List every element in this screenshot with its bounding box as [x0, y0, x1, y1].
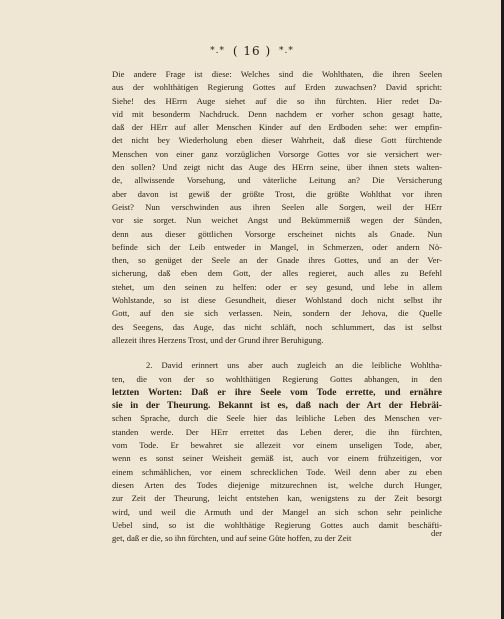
- page-number: ( 16 ): [232, 44, 272, 58]
- paragraph-1: [112, 68, 442, 347]
- text-line: allezeit ihres Herzens Trost, und der Grund ihrer Beruhigung.: [112, 334, 324, 345]
- text-line: sicherung, daß eben dem Gott, der alles regieret, auch alles zu Befehl: [112, 268, 442, 279]
- text-line: zur Zeit der Theurung, leicht entstehen kan, wenigstens zu der Zeit besorgt: [112, 493, 442, 504]
- text-line: den sollen? Und zeigt nicht das Auge des HErrn seine, über ihnen stets walten-: [112, 162, 442, 173]
- text-line: then, so genüget der Seele an der Gnade ihres Gottes, und an der Ver-: [112, 255, 442, 266]
- text-line: des Seegens, das Auge, das nicht schläft, noch schlummert, das ist selbst: [112, 321, 442, 332]
- page-header: [0, 44, 504, 58]
- text-line: det nicht bey Wiederholung eben dieser Wahrheit, daß diese Gott fürchtende: [112, 135, 442, 146]
- text-line: denn aus dieser göttlichen Vorsorge erscheinet nichts als Gnade. Nun: [112, 228, 442, 239]
- text-line: vom Tode. Er bewahret sie allezeit vor einem unseligen Tode, aber,: [112, 440, 442, 451]
- catchword: der: [431, 528, 442, 538]
- text-line: Uebel sind, so ist die wohlthätige Regierung Gottes auch damit beschäfti-: [112, 519, 442, 530]
- text-line: Die andere Frage ist diese: Welches sind die Wohlthaten, die ihren Seelen: [112, 69, 442, 79]
- text-line: Menschen von einer ganz vorzüglichen Vorsorge Gottes vor sie versichert wer-: [112, 148, 442, 159]
- ornament-left: *.*: [210, 46, 226, 56]
- text-line: ten, die von der so wohlthätigen Regierung Gottes abhangen, in den: [112, 373, 442, 384]
- text-line: wenn es sonst seiner Weisheit gemäß ist, auch vor einem frühzeitigen, vor: [112, 453, 442, 464]
- text-line: aus der wohlthätigen Regierung Gottes auf Erden zuwachsen? David spricht:: [112, 82, 442, 93]
- text-line: letzten Worten: Daß er ihre Seele vom Tode errette, und ernähre: [112, 386, 442, 398]
- ornament-right: *.*: [278, 46, 294, 56]
- text-line: vid mit besonderm Nachdruck. Denn nachdem er vorher schon gesagt hatte,: [112, 108, 442, 119]
- text-line: diesen Arten des Todes diejenige mitzurechnen ist, welche durch Hunger,: [112, 479, 442, 490]
- text-line: Wohlstande, so ist diese Gesundheit, dieser Wohlstand doch nicht selbst ihr: [112, 295, 442, 306]
- body-text: [112, 68, 442, 545]
- text-line: vor sie sorget. Nun weichet Angst und Bekümmerniß wegen der Sünden,: [112, 215, 442, 226]
- text-line: schen Sprache, durch die Seele hier das leibliche Leben des Menschen ver-: [112, 413, 442, 424]
- text-line: Siehe! des HErrn Auge siehet auf die so ihn fürchten. Hier redet Da-: [112, 95, 442, 106]
- paragraph-2: [112, 359, 442, 545]
- text-line: einem schmählichen, vor einem schrecklichen Tode. Weil denn aber zu eben: [112, 466, 442, 477]
- text-line: de, allwissende Vorsehung, und väterliche Leitung an? Die Versicherung: [112, 175, 442, 186]
- text-line: wird, und weil die Armuth und der Mangel an sich schon sehr peinliche: [112, 506, 442, 517]
- text-line: befinde sich der Leib entweder in Mangel, in Schmerzen, oder andern Nö-: [112, 241, 442, 252]
- text-line: stehet, um den seinen zu helfen: oder er sey gesund, und lebe in allem: [112, 281, 442, 292]
- text-line: daß der HErr auf aller Menschen Kinder auf den Erdboden sehe: wer empfin-: [112, 122, 442, 133]
- text-line: aber davon ist gewiß der größte Trost, die größte Wohlthat vor ihren: [112, 188, 442, 199]
- text-line: sie in der Theurung. Bekannt ist es, daß nach der Art der Hebräi-: [112, 400, 442, 412]
- text-line: standen werde. Der HErr errettet das Leben derer, die ihn fürchten,: [112, 426, 442, 437]
- text-line: get, daß er die, so ihn fürchten, und auf seine Güte hoffen, zu der Zeit: [112, 533, 352, 544]
- paragraph-gap: [112, 347, 442, 359]
- text-line: 2. David erinnert uns aber auch zugleich an die leibliche Wohltha-: [146, 360, 442, 371]
- text-line: Geist? Nun verschwinden aus ihren Seelen alle Sorgen, weil der HErr: [112, 201, 442, 212]
- text-line: Gott, auf den sie sich verlassen. Nein, sondern der Jehova, die Quelle: [112, 308, 442, 319]
